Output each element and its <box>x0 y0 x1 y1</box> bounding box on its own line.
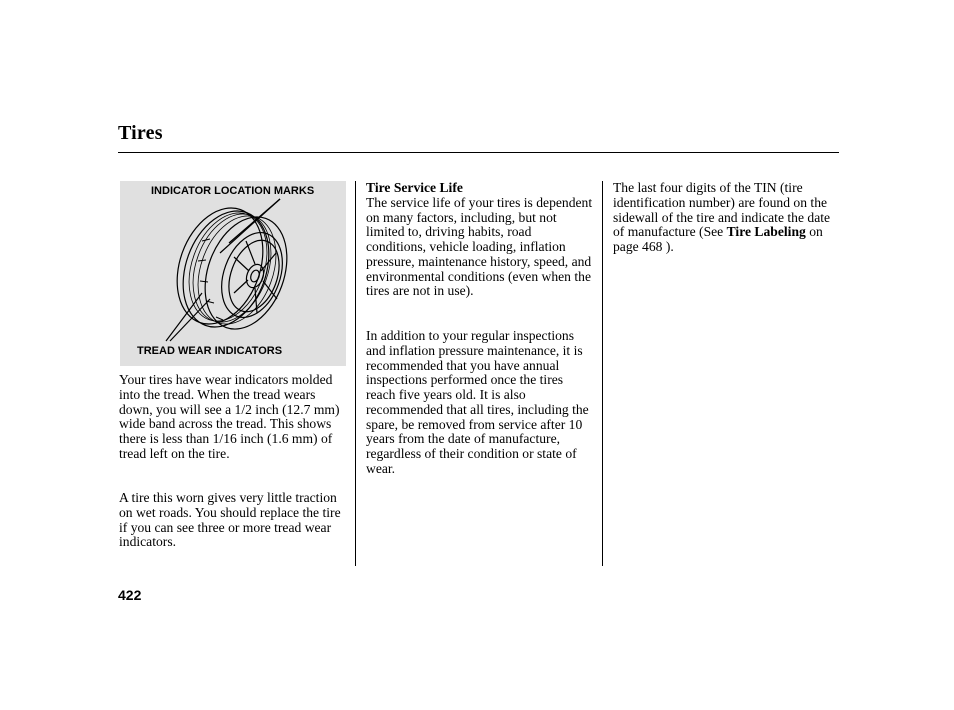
col3-paragraph-1 <box>613 181 839 255</box>
tire-outer-edge-2 <box>168 199 284 339</box>
col3-text-before: The last four digits of the TIN (tire identification number) are found on the sidewall of the tire and indicate the date of manufacture (See <box>613 180 831 240</box>
column-divider-1 <box>355 181 356 566</box>
page-title: Tires <box>118 122 163 144</box>
wheel-rim-inner <box>220 233 289 318</box>
column-divider-2 <box>602 181 603 566</box>
tread-wear-indicators-label: TREAD WEAR INDICATORS <box>137 345 283 357</box>
spoke-5 <box>234 280 248 293</box>
col2-paragraph-2: In addition to your regular inspections and inflation pressure maintenance, it is recommended that you have annual inspections performed once the tires reach five years old. It is also recommended that all tires, including the spare, be removed from service after 10 years from the date of manufacture, regardless of their condition or state of wear. <box>366 328 589 476</box>
col1-paragraph-1: Your tires have wear indicators molded into the tread. When the tread wears down, you will see a 1/2 inch (12.7 mm) wide band across the tread. This shows there is less than 1/16 inch (1.6 mm) of tread left on the tire. <box>119 372 340 461</box>
col3-text-after: on page 468 ). <box>613 224 823 254</box>
title-rule <box>118 152 839 153</box>
tire-labeling-reference[interactable]: Tire Labeling <box>726 224 806 240</box>
tire-illustration <box>120 181 346 366</box>
tread-groove-3 <box>184 205 290 335</box>
indicator-location-label: INDICATOR LOCATION MARKS <box>151 185 315 197</box>
tread-wear-line-2 <box>170 299 210 341</box>
section-heading-tire-service-life: Tire Service Life <box>366 180 463 195</box>
page-number: 422 <box>118 587 142 603</box>
col2-block-1 <box>366 181 594 299</box>
spoke-6 <box>234 257 249 271</box>
wheel-hub-center <box>249 269 261 283</box>
col1-paragraph-2: A tire this worn gives very little traction on wet roads. You should replace the tire if you can see three or more tread wear indicators. <box>119 490 341 550</box>
tire-wear-indicator-figure <box>120 181 346 366</box>
tread-wear-line-1 <box>166 293 202 341</box>
col2-paragraph-1: The service life of your tires is dependent on many factors, including, but not limited to, driving habits, road conditions, vehicle loading, inflation pressure, maintenance history, speed, and environmental conditions (even when the tires are not in use). <box>366 194 593 299</box>
